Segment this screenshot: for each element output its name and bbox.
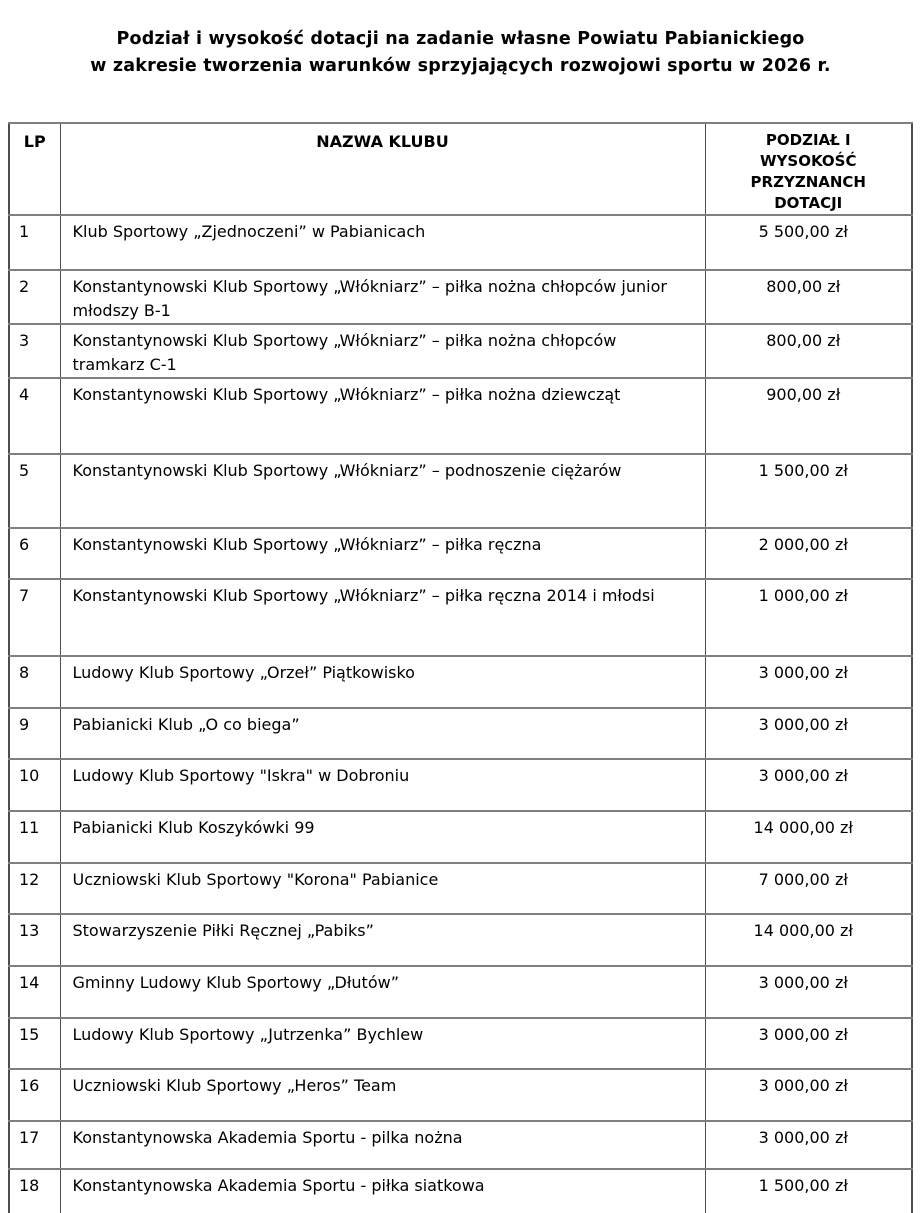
club-name-cell: Konstantynowski Klub Sportowy „Włókniarz” – podnoszenie ciężarów (60, 454, 705, 528)
club-name-cell: Pabianicki Klub „O co biega” (60, 708, 705, 759)
lp-cell: 17 (9, 1121, 60, 1169)
lp-cell: 11 (9, 811, 60, 863)
table-row (9, 454, 912, 528)
grants-table (8, 122, 913, 1213)
table-row (9, 811, 912, 863)
header-row (9, 123, 912, 215)
club-name-cell: Ludowy Klub Sportowy "Iskra" w Dobroniu (60, 759, 705, 811)
page-title-line-2: w zakresie tworzenia warunków sprzyjających rozwojowi sportu w 2026 r. (90, 56, 831, 76)
table-row (9, 914, 912, 966)
lp-cell: 5 (9, 454, 60, 528)
page-title-line-1: Podział i wysokość dotacji na zadanie własne Powiatu Pabianickiego (116, 29, 805, 49)
table-row (9, 270, 912, 324)
lp-cell: 15 (9, 1018, 60, 1069)
amount-cell: 7 000,00 zł (705, 863, 912, 914)
table-row (9, 708, 912, 759)
club-name-cell: Konstantynowski Klub Sportowy „Włókniarz” – piłka nożna chłopców junior młodszy B-1 (60, 270, 705, 324)
club-name-cell: Stowarzyszenie Piłki Ręcznej „Pabiks” (60, 914, 705, 966)
amount-cell: 14 000,00 zł (705, 811, 912, 863)
lp-cell: 3 (9, 324, 60, 378)
club-name-cell: Konstantynowski Klub Sportowy „Włókniarz” – piłka nożna dziewcząt (60, 378, 705, 454)
amount-cell: 3 000,00 zł (705, 656, 912, 708)
amount-cell: 3 000,00 zł (705, 966, 912, 1018)
lp-cell: 10 (9, 759, 60, 811)
header-cell-lp: LP (9, 123, 60, 215)
amount-cell: 1 500,00 zł (705, 1169, 912, 1213)
club-name-cell: Konstantynowski Klub Sportowy „Włókniarz” – piłka ręczna 2014 i młodsi (60, 579, 705, 656)
lp-cell: 7 (9, 579, 60, 656)
amount-cell: 3 000,00 zł (705, 1069, 912, 1121)
amount-cell: 1 500,00 zł (705, 454, 912, 528)
amount-cell: 800,00 zł (705, 324, 912, 378)
amount-cell: 3 000,00 zł (705, 1018, 912, 1069)
club-name-cell: Uczniowski Klub Sportowy "Korona" Pabianice (60, 863, 705, 914)
club-name-cell: Ludowy Klub Sportowy „Jutrzenka” Bychlew (60, 1018, 705, 1069)
lp-cell: 8 (9, 656, 60, 708)
lp-cell: 16 (9, 1069, 60, 1121)
lp-cell: 2 (9, 270, 60, 324)
table-row (9, 1069, 912, 1121)
table-row (9, 1121, 912, 1169)
table-row (9, 1018, 912, 1069)
lp-cell: 14 (9, 966, 60, 1018)
page-title (0, 26, 921, 80)
grants-table-body (9, 215, 912, 1213)
table-row (9, 863, 912, 914)
table-row (9, 324, 912, 378)
amount-cell: 14 000,00 zł (705, 914, 912, 966)
club-name-cell: Ludowy Klub Sportowy „Orzeł” Piątkowisko (60, 656, 705, 708)
lp-cell: 12 (9, 863, 60, 914)
table-row (9, 656, 912, 708)
club-name-cell: Gminny Ludowy Klub Sportowy „Dłutów” (60, 966, 705, 1018)
table-row (9, 966, 912, 1018)
lp-cell: 18 (9, 1169, 60, 1213)
table-row (9, 378, 912, 454)
table-row (9, 579, 912, 656)
amount-cell: 1 000,00 zł (705, 579, 912, 656)
header-cell-amount: PODZIAŁ I WYSOKOŚĆ PRZYZNANCH DOTACJI (705, 123, 912, 215)
lp-cell: 4 (9, 378, 60, 454)
amount-cell: 900,00 zł (705, 378, 912, 454)
lp-cell: 9 (9, 708, 60, 759)
club-name-cell: Klub Sportowy „Zjednoczeni” w Pabianicach (60, 215, 705, 270)
amount-cell: 3 000,00 zł (705, 708, 912, 759)
lp-cell: 13 (9, 914, 60, 966)
club-name-cell: Konstantynowska Akademia Sportu - piłka siatkowa (60, 1169, 705, 1213)
table-row (9, 1169, 912, 1213)
amount-cell: 2 000,00 zł (705, 528, 912, 579)
amount-cell: 800,00 zł (705, 270, 912, 324)
club-name-cell: Konstantynowski Klub Sportowy „Włókniarz” – piłka nożna chłopców tramkarz C-1 (60, 324, 705, 378)
lp-cell: 1 (9, 215, 60, 270)
amount-cell: 3 000,00 zł (705, 1121, 912, 1169)
amount-cell: 3 000,00 zł (705, 759, 912, 811)
club-name-cell: Konstantynowski Klub Sportowy „Włókniarz” – piłka ręczna (60, 528, 705, 579)
amount-cell: 5 500,00 zł (705, 215, 912, 270)
header-cell-club-name: NAZWA KLUBU (60, 123, 705, 215)
club-name-cell: Pabianicki Klub Koszykówki 99 (60, 811, 705, 863)
grants-table-header (9, 123, 912, 215)
table-row (9, 759, 912, 811)
table-row (9, 215, 912, 270)
club-name-cell: Uczniowski Klub Sportowy „Heros” Team (60, 1069, 705, 1121)
lp-cell: 6 (9, 528, 60, 579)
table-row (9, 528, 912, 579)
club-name-cell: Konstantynowska Akademia Sportu - pilka nożna (60, 1121, 705, 1169)
